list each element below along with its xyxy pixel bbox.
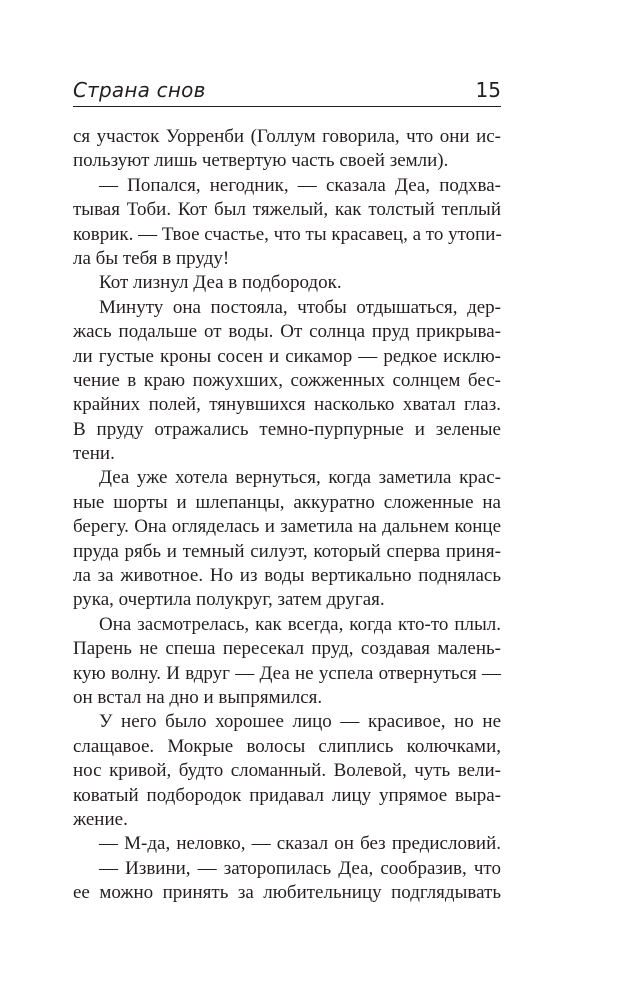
text-line: В пруду отражались темно-пурпурные и зеленые (73, 418, 501, 440)
text-line: чение в краю пожухших, сожженных солнцем бес- (73, 369, 501, 391)
text-line: Она засмотрелась, как всегда, когда кто-то плыл. (99, 613, 501, 635)
text-line: ся участок Уорренби (Голлум говорила, что они ис- (73, 126, 501, 147)
running-title: Страна снов (73, 78, 206, 102)
text-line: пользуют лишь четвертую часть своей земли). (73, 150, 449, 172)
page-number: 15 (475, 78, 501, 102)
text-line: — М-да, неловко, — сказал он без предисловий. (99, 833, 501, 855)
text-line: слащавое. Мокрые волосы слиплись колючками, (73, 735, 501, 757)
text-line: крайних полей, тянувшихся насколько хватал глаз. (73, 394, 501, 416)
text-line: кую волну. И вдруг — Деа не успела отвернуться — (73, 662, 501, 684)
text-line: Деа уже хотела вернуться, когда заметила крас- (99, 467, 501, 489)
text-line: коврик. — Твое счастье, что ты красавец, а то утопи- (73, 223, 502, 245)
text-line: Кот лизнул Деа в подбородок. (99, 272, 342, 294)
text-line: ее можно принять за любительницу подглядывать (73, 882, 501, 904)
text-line: тени. (73, 443, 115, 465)
text-line: ные шорты и шлепанцы, аккуратно сложенные на (73, 491, 501, 513)
text-line: — Извини, — заторопилась Деа, сообразив, что (99, 857, 501, 879)
text-line: тывая Тоби. Кот был тяжелый, как толстый теплый (73, 199, 501, 221)
text-line: ла бы тебя в пруду! (73, 247, 230, 269)
text-line: жась подальше от воды. От солнца пруд прикрыва- (73, 321, 501, 343)
text-line: пруда рябь и темный силуэт, который сперва приня- (73, 540, 501, 562)
text-line: коватый подбородок придавал лицу упрямое выра- (73, 784, 501, 806)
text-line: Минуту она постояла, чтобы отдышаться, дер- (99, 296, 501, 318)
text-line: У него было хорошее лицо — красивое, но не (99, 711, 501, 733)
text-line: он встал на дно и выпрямился. (73, 686, 323, 708)
text-line: — Попался, негодник, — сказала Деа, подхва- (99, 174, 501, 196)
text-line: ла за животное. Но из воды вертикально поднялась (73, 565, 501, 587)
text-line: жение. (73, 808, 128, 830)
text-line: берегу. Она огляделась и заметила на дальнем конце (73, 516, 501, 538)
text-line: Парень не спеша пересекал пруд, создавая малень- (73, 638, 501, 660)
text-line: ли густые кроны сосен и сикамор — редкое исклю- (73, 345, 501, 367)
book-page (73, 0, 501, 1000)
text-line: рука, очертила полукруг, затем другая. (73, 589, 385, 611)
text-line: нос кривой, будто сломанный. Волевой, чуть вели- (73, 760, 501, 782)
running-head (73, 76, 501, 107)
body-text (73, 125, 501, 906)
